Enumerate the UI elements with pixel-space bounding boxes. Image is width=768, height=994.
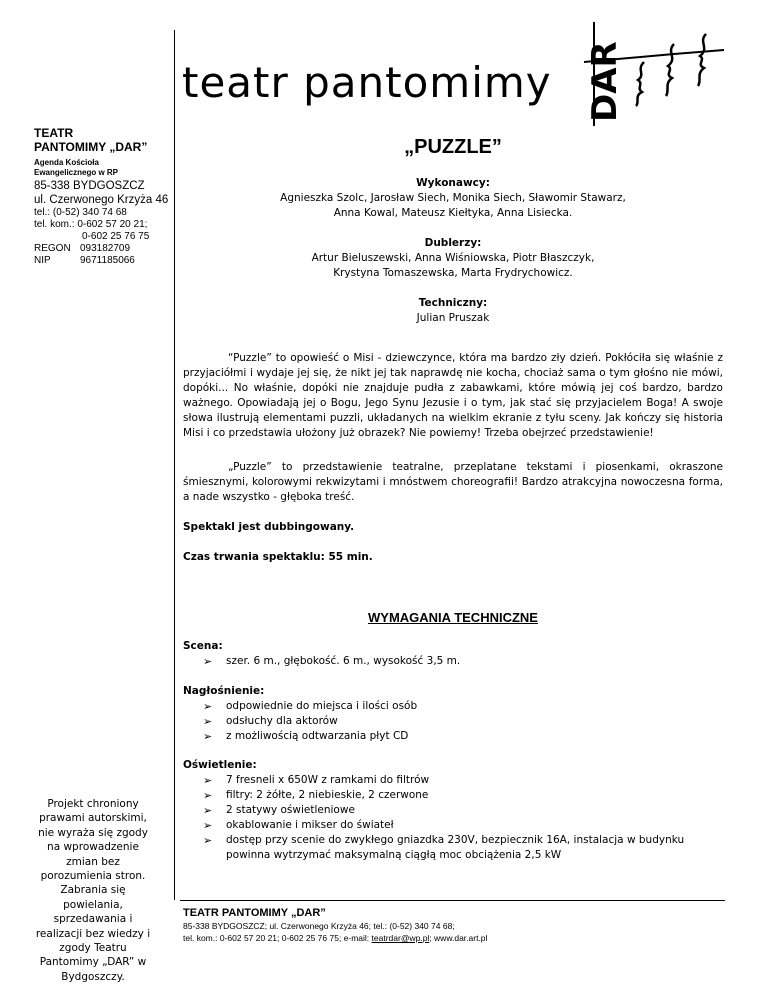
footer — [183, 906, 743, 944]
sidebar-tel: tel.: (0-52) 340 74 68 — [34, 207, 127, 218]
tech-name: Julian Pruszak — [416, 312, 490, 324]
cast-line1: Agnieszka Szolc, Jarosław Siech, Monika Siech, Sławomir Stawarz, — [280, 192, 626, 204]
sidebar-regon — [34, 243, 174, 255]
play-title: „PUZZLE” — [404, 136, 502, 158]
tech-label: Techniczny: — [418, 297, 488, 309]
dubbing-note: Spektakl jest dubbingowany. — [183, 521, 355, 533]
list-item: ➢ z możliwością odtwarzania płyt CD — [203, 729, 723, 744]
sidebar-nip — [34, 255, 174, 267]
understudies-line1: Artur Bieluszewski, Anna Wiśniowska, Piotr Błaszczyk, — [311, 252, 595, 264]
scene-list — [183, 654, 723, 669]
cast-line2: Anna Kowal, Mateusz Kiełtyka, Anna Lisiecka. — [333, 207, 573, 219]
cast-label: Wykonawcy: — [416, 177, 490, 189]
regon-label: REGON — [34, 243, 71, 254]
copyright-note: Projekt chroniony prawami autorskimi, nie wyraża się zgody na wprowadzenie zmian bez porozumienia stron. Zabrania się powielania, sprzedawania i realizacji bez wiedzy i zgody Teatru Pantomimy „DAR” w Bydgoszczy. — [35, 798, 151, 983]
sidebar-agenda2: Ewangelicznego w RP — [34, 168, 119, 177]
footer-divider — [180, 900, 725, 901]
light-list — [183, 773, 723, 863]
footer-line1: 85-338 BYDGOSZCZ; ul. Czerwonego Krzyża 46; tel.: (0-52) 340 74 68; — [183, 921, 455, 931]
list-item: ➢ filtry: 2 żółte, 2 niebieskie, 2 czerwone — [203, 788, 723, 803]
footer-line2-prefix: tel. kom.: 0-602 57 20 21; 0-602 25 76 75; e-mail: — [183, 933, 372, 943]
list-item: ➢ odpowiednie do miejsca i ilości osób — [203, 699, 723, 714]
list-item: ➢ 2 statywy oświetleniowe — [203, 803, 723, 818]
nip-label: NIP — [34, 255, 51, 266]
header-title: teatr pantomimy — [182, 58, 552, 107]
scene-label: Scena: — [183, 640, 223, 652]
main-content — [183, 136, 723, 863]
list-item: ➢ okablowanie i mikser do świateł — [203, 818, 723, 833]
sound-list — [183, 699, 723, 744]
sidebar-agenda1: Agenda Kościoła — [34, 158, 99, 167]
footer-line2-suffix: ; www.dar.art.pl — [429, 933, 488, 943]
sidebar-street: ul. Czerwonego Krzyża 46 — [34, 194, 169, 206]
dar-logo — [574, 14, 729, 129]
sidebar-org-line2: PANTOMIMY „DAR” — [34, 140, 148, 154]
sidebar-org-line1: TEATR — [34, 126, 74, 140]
understudies-label: Dublerzy: — [424, 237, 482, 249]
light-label: Oświetlenie: — [183, 759, 257, 771]
vertical-divider — [174, 30, 175, 900]
understudies-line2: Krystyna Tomaszewska, Marta Frydrychowicz. — [333, 267, 573, 279]
list-item: ➢ 7 fresneli x 650W z ramkami do filtrów — [203, 773, 723, 788]
sidebar-tel-kom1: tel. kom.: 0-602 57 20 21; — [34, 219, 148, 230]
list-item: ➢ szer. 6 m., głębokość. 6 m., wysokość 3,5 m. — [203, 654, 723, 669]
sidebar-contact — [34, 126, 174, 267]
email-link[interactable]: teatrdar@wp.pl — [371, 933, 430, 943]
requirements-title: WYMAGANIA TECHNICZNE — [368, 610, 538, 625]
footer-line2 — [183, 932, 743, 944]
sound-label: Nagłośnienie: — [183, 685, 265, 697]
regon-value: 093182709 — [80, 243, 131, 254]
description-paragraph-2: „Puzzle” to przedstawienie teatralne, przeplatane tekstami i piosenkami, okraszone śmiesznymi, kolorowymi rekwizytami i mnóstwem choreografii! Bardzo atrakcyjna nowoczesna forma, a nade wszystko - głęboka treść. — [183, 461, 723, 503]
list-item: ➢ dostęp przy scenie do zwykłego gniazdka 230V, bezpiecznik 16A, instalacja w budynku powinna wytrzymać maksymalną ciągłą moc obciążenia 2,5 kW — [203, 833, 723, 863]
nip-value: 9671185066 — [80, 255, 135, 266]
logo-text: DAR — [585, 41, 625, 122]
duration-note: Czas trwania spektaklu: 55 min. — [183, 551, 373, 563]
description-paragraph-1: “Puzzle” to opowieść o Misi - dziewczynce, która ma bardzo zły dzień. Pokłóciła się właśnie z przyjaciółmi i wydaje jej się, że nikt jej tak naprawdę nie kocha, chociaż sama o tym głośno nie mówi, dopóki... No właśnie, dopóki nie znajduje pudła z zabawkami, które mówią jej coś bardzo, bardzo ważnego. Opowiadają jej o Bogu, Jego Synu Jezusie i o tym, jak stać się przyjacielem Boga! A swoje słowa ilustrują elementami puzzli, układanych na wielkim ekranie z tyłu sceny. Jak kończy się historia Misi i co przedstawia ułożony już obrazek? Nie powiemy! Trzeba obejrzeć przedstawienie! — [183, 352, 723, 439]
sidebar-city: 85-338 BYDGOSZCZ — [34, 180, 145, 192]
list-item: ➢ odsłuchy dla aktorów — [203, 714, 723, 729]
sidebar-tel-kom2: 0-602 25 76 75 — [82, 231, 150, 242]
footer-title: TEATR PANTOMIMY „DAR” — [183, 907, 326, 919]
